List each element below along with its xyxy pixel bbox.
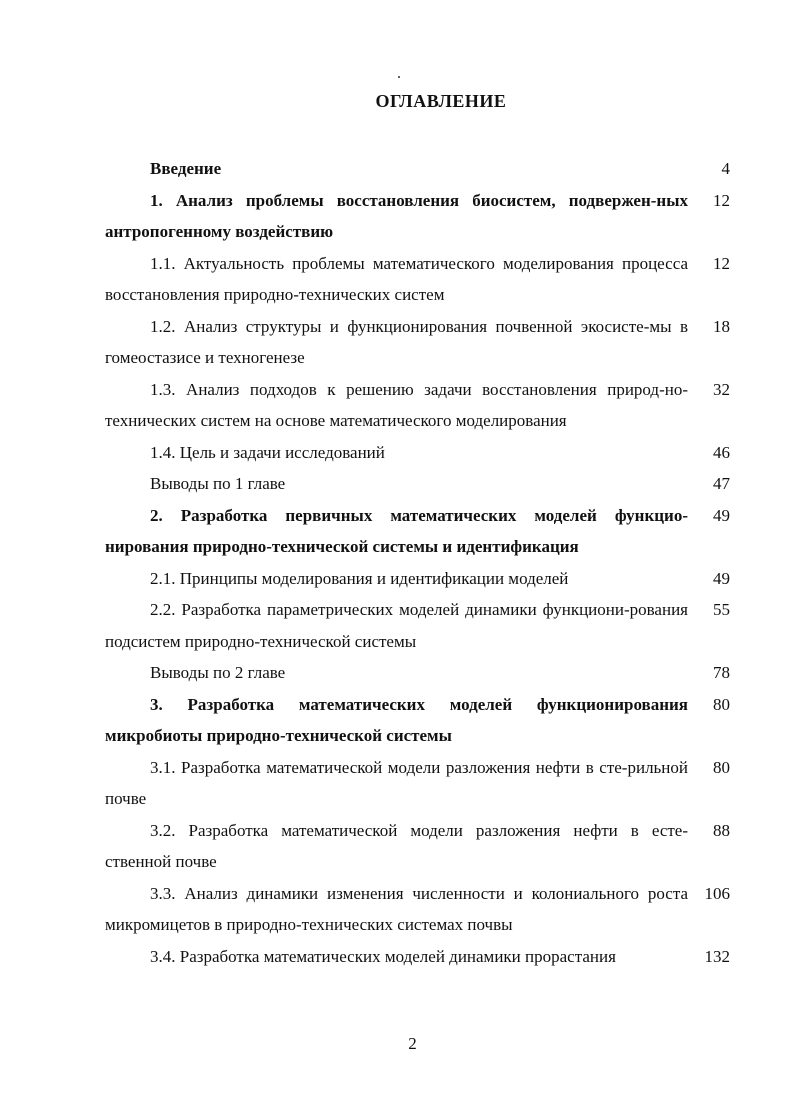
toc-entry-page: 12 (713, 253, 730, 273)
toc-entry-text: Выводы по 2 главе (150, 663, 286, 682)
table-of-contents (105, 153, 730, 972)
toc-entry-text: 3.3. Анализ динамики изменения численности и колониального роста микромицетов в природно-технических системах почвы (105, 883, 688, 934)
page-number: 2 (408, 1034, 417, 1053)
toc-entry-text: 2.1. Принципы моделирования и идентификации моделей (150, 568, 569, 588)
toc-entry-page: 32 (713, 379, 730, 399)
toc-entry-page: 80 (713, 757, 730, 777)
toc-entry[interactable] (105, 563, 730, 595)
toc-entry-page: 80 (713, 694, 730, 714)
toc-entry-text: 2. Разработка первичных математических моделей функцио-нирования природно-технической системы и идентификация (105, 505, 688, 556)
toc-entry-text: Введение (150, 159, 222, 178)
toc-entry[interactable] (105, 248, 730, 311)
toc-entry[interactable] (105, 594, 730, 657)
toc-entry[interactable] (105, 657, 730, 689)
toc-entry-page: 46 (713, 442, 730, 462)
toc-entry-page: 4 (721, 159, 730, 178)
toc-entry[interactable] (105, 311, 730, 374)
toc-entry-page: 78 (713, 663, 730, 682)
toc-entry-text: 2.2. Разработка параметрических моделей динамики функциони-рования подсистем природно-технической системы (105, 600, 688, 651)
toc-entry[interactable] (105, 437, 730, 469)
toc-entry-page: 49 (713, 568, 730, 588)
toc-entry-page: 12 (713, 190, 730, 210)
toc-entry-text: 3.4. Разработка математических моделей динамики прорастания (150, 946, 616, 966)
toc-entry-page: 132 (704, 946, 730, 966)
toc-entry-text: 1.3. Анализ подходов к решению задачи восстановления природ-но-технических систем на основе математического моделирования (105, 379, 688, 430)
toc-entry[interactable] (105, 878, 730, 941)
toc-entry[interactable] (105, 752, 730, 815)
page-title: ОГЛАВЛЕНИЕ (375, 91, 507, 111)
toc-entry[interactable] (105, 815, 730, 878)
toc-entry-text: Выводы по 1 главе (150, 474, 286, 493)
toc-entry[interactable] (105, 185, 730, 248)
toc-entry[interactable] (105, 689, 730, 752)
toc-entry[interactable] (105, 153, 730, 185)
toc-entry[interactable] (105, 941, 730, 973)
toc-entry-text: 1. Анализ проблемы восстановления биосистем, подвержен-ных антропогенному воздействию (105, 190, 688, 241)
toc-entry-page: 49 (713, 505, 730, 525)
toc-entry-text: 3.1. Разработка математической модели разложения нефти в сте-рильной почве (105, 757, 688, 808)
toc-entry-page: 88 (713, 820, 730, 840)
scan-speck (398, 76, 400, 78)
toc-entry-page: 47 (713, 474, 730, 493)
toc-entry[interactable] (105, 500, 730, 563)
toc-entry-page: 55 (713, 600, 730, 619)
toc-entry[interactable] (105, 468, 730, 500)
toc-entry-text: 3. Разработка математических моделей функционирования микробиоты природно-технической системы (105, 694, 688, 745)
toc-entry-text: 1.4. Цель и задачи исследований (150, 442, 385, 462)
toc-entry-text: 1.1. Актуальность проблемы математического моделирования процесса восстановления природно-технических систем (105, 253, 688, 304)
toc-entry-page: 106 (704, 883, 730, 903)
toc-entry-text: 3.2. Разработка математической модели разложения нефти в есте-ственной почве (105, 820, 688, 871)
toc-entry[interactable] (105, 374, 730, 437)
toc-entry-page: 18 (713, 316, 730, 336)
toc-entry-text: 1.2. Анализ структуры и функционирования почвенной экосисте-мы в гомеостазисе и техногенезе (105, 316, 688, 367)
